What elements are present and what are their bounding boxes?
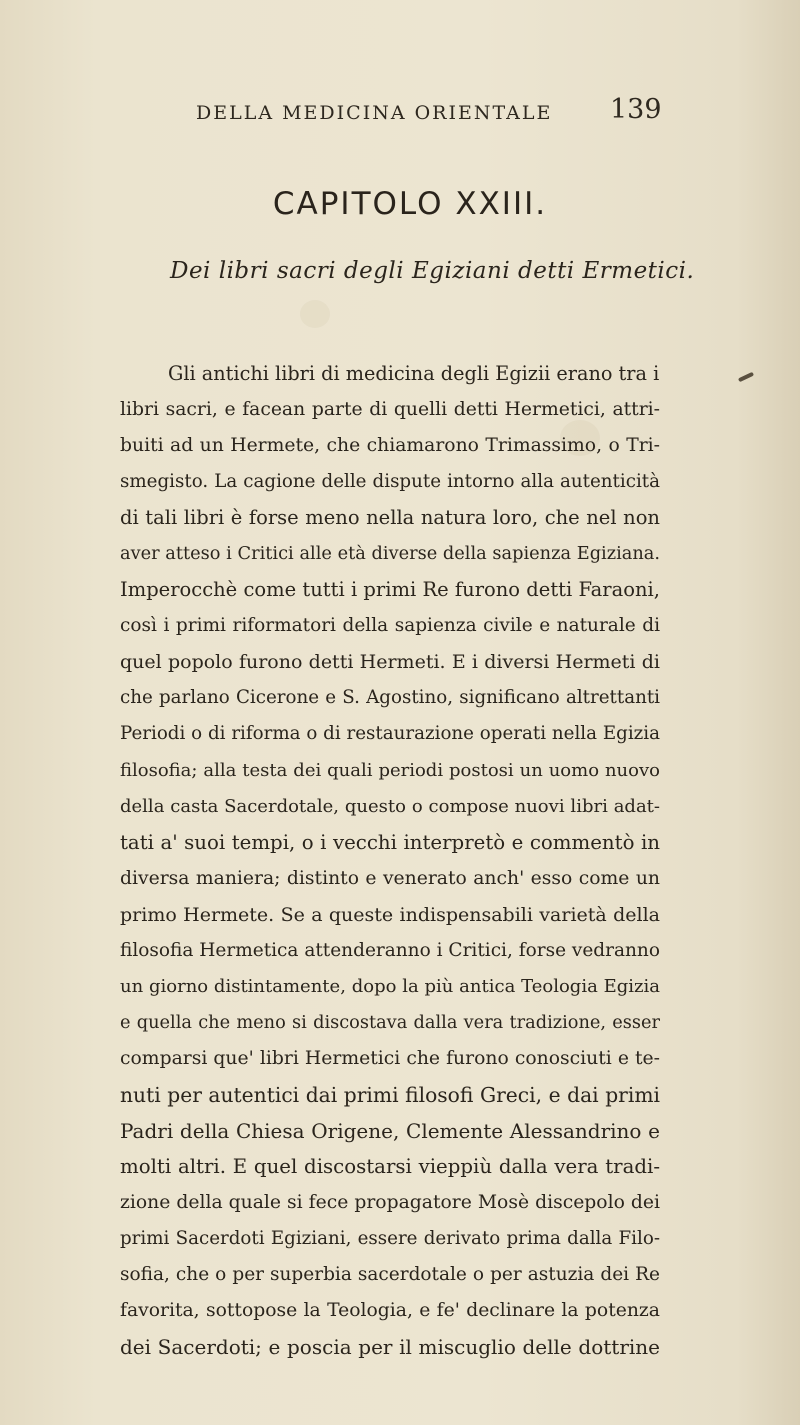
text-line: filosofia; alla testa dei quali periodi postosi un uomo nuovo [120,759,660,781]
text-line: della casta Sacerdotale, questo o compose nuovi libri adat- [120,795,660,817]
margin-mark [738,372,754,382]
text-line: così i primi riformatori della sapienza civile e naturale di [120,615,660,637]
text-line: buiti ad un Hermete, che chiamarono Trimassimo, o Tri- [120,435,660,457]
text-line: filosofia Hermetica attenderanno i Critici, forse vedranno [120,939,660,961]
text-line: dei Sacerdoti; e poscia per il miscuglio delle dottrine [120,1335,660,1360]
text-line: tati a' suoi tempi, o i vecchi interpretò e commentò in [120,830,660,854]
text-line: di tali libri è forse meno nella natura loro, che nel non [120,506,660,530]
text-line: che parlano Cicerone e S. Agostino, significano altrettanti [120,687,660,709]
text-line: diversa maniera; distinto e venerato anch' esso come un [120,867,660,889]
chapter-title: CAPITOLO XXIII. [272,186,548,222]
running-title: DELLA MEDICINA ORIENTALE [196,102,553,124]
text-line: favorita, sottopose la Teologia, e fe' declinare la potenza [120,1300,660,1322]
paper-stain [300,300,330,328]
text-line: Padri della Chiesa Origene, Clemente Alessandrino e [120,1118,660,1143]
text-line: comparsi que' libri Hermetici che furono conosciuti e te- [120,1047,660,1069]
text-line: zione della quale si fece propagatore Mosè discepolo dei [120,1192,660,1214]
running-head [0,94,800,134]
chapter-subtitle: Dei libri sacri degli Egiziani detti Ermetici. [170,258,695,284]
text-line: Imperocchè come tutti i primi Re furono detti Faraoni, [120,578,660,602]
text-line: libri sacri, e facean parte di quelli detti Hermetici, attri- [120,399,660,421]
text-line: Gli antichi libri di medicina degli Egizii erano tra i [168,362,660,385]
body-text [120,356,660,1365]
text-line: primi Sacerdoti Egiziani, essere derivato prima dalla Filo- [120,1228,660,1250]
text-line: e quella che meno si discostava dalla vera tradizione, esser [120,1012,660,1033]
text-line: sofia, che o per superbia sacerdotale o per astuzia dei Re [120,1264,660,1286]
text-line: aver atteso i Critici alle età diverse della sapienza Egiziana. [120,544,660,565]
text-line: primo Hermete. Se a queste indispensabili varietà della [120,903,660,926]
text-line: nuti per autentici dai primi filosofi Greci, e dai primi [120,1082,660,1107]
page-number: 139 [610,94,662,125]
text-line: Periodi o di riforma o di restaurazione operati nella Egizia [120,723,660,745]
text-line: smegisto. La cagione delle dispute intorno alla autenticità [120,471,660,493]
text-line: molti altri. E quel discostarsi vieppiù dalla vera tradi- [120,1155,660,1179]
text-line: un giorno distintamente, dopo la più antica Teologia Egizia [120,975,660,997]
text-line: quel popolo furono detti Hermeti. E i diversi Hermeti di [120,651,660,674]
